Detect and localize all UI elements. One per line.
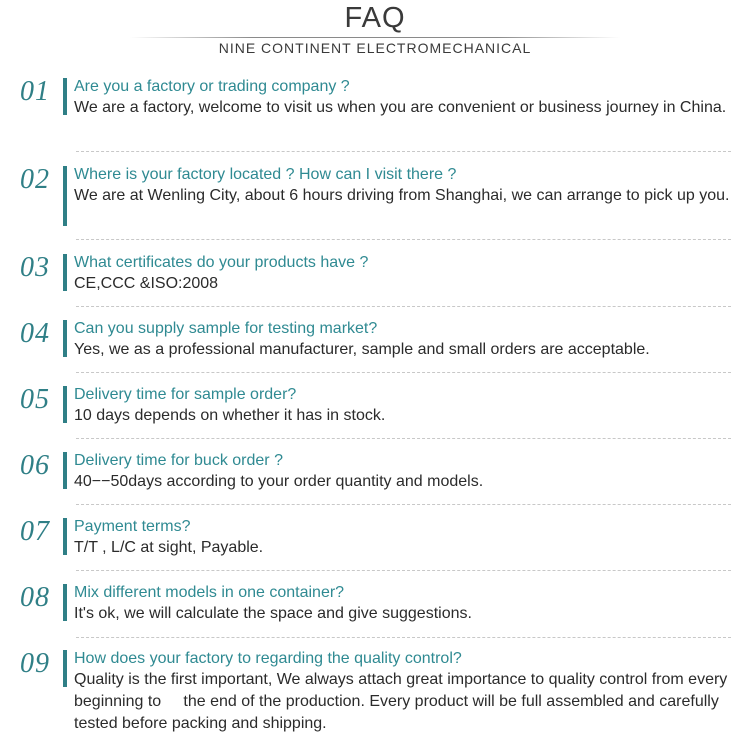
faq-answer: 10 days depends on whether it has in stock. (74, 407, 386, 424)
dashed-divider (76, 306, 731, 307)
faq-item (0, 318, 750, 364)
faq-number: 01 (20, 76, 50, 107)
faq-item (0, 76, 750, 146)
faq-question: Delivery time for buck order ? (74, 452, 283, 469)
faq-number: 07 (20, 516, 50, 547)
dashed-divider (76, 239, 731, 240)
accent-bar (63, 320, 67, 357)
faq-question: Delivery time for sample order? (74, 386, 297, 403)
company-name: NINE CONTINENT ELECTROMECHANICAL (218, 40, 532, 56)
accent-bar (63, 386, 67, 423)
faq-number: 05 (20, 384, 50, 415)
faq-item (0, 516, 750, 562)
accent-bar (63, 254, 67, 291)
faq-number: 03 (20, 252, 50, 283)
faq-number: 04 (20, 318, 50, 349)
faq-question: Are you a factory or trading company ? (74, 78, 350, 95)
faq-answer: 40−−50days according to your order quantity and models. (74, 473, 484, 490)
faq-question: What certificates do your products have ? (74, 254, 369, 271)
title-divider (130, 37, 620, 38)
accent-bar (63, 452, 67, 489)
accent-bar (63, 584, 67, 621)
faq-number: 02 (20, 164, 50, 195)
faq-answer: It's ok, we will calculate the space and give suggestions. (74, 605, 472, 622)
dashed-divider (76, 504, 731, 505)
accent-bar (63, 78, 67, 115)
faq-item (0, 384, 750, 430)
faq-number: 06 (20, 450, 50, 481)
dashed-divider (76, 570, 731, 571)
dashed-divider (76, 372, 731, 373)
faq-item (0, 648, 750, 738)
page-title: FAQ (344, 2, 406, 34)
faq-number: 08 (20, 582, 50, 613)
dashed-divider (76, 151, 731, 152)
faq-item (0, 164, 750, 234)
faq-question: Mix different models in one container? (74, 584, 345, 601)
faq-answer: We are a factory, welcome to visit us when you are convenient or business journey in China. (74, 99, 727, 116)
faq-answer: T/T , L/C at sight, Payable. (74, 539, 264, 556)
faq-answer: Quality is the first important, We always attach great importance to quality control from every beginning to the end of the production. Every product will be full assembled and carefully tested before packing and shipping. (74, 671, 732, 732)
faq-answer: CE,CCC &ISO:2008 (74, 275, 219, 292)
faq-number: 09 (20, 648, 50, 679)
accent-bar (63, 518, 67, 555)
faq-answer: Yes, we as a professional manufacturer, sample and small orders are acceptable. (74, 341, 650, 358)
dashed-divider (76, 438, 731, 439)
dashed-divider (76, 637, 731, 638)
faq-question: Where is your factory located ? How can I visit there ? (74, 166, 457, 183)
faq-header (0, 0, 750, 62)
faq-question: Payment terms? (74, 518, 191, 535)
faq-item (0, 252, 750, 298)
accent-bar (63, 166, 67, 226)
faq-answer: We are at Wenling City, about 6 hours driving from Shanghai, we can arrange to pick up you. (74, 187, 730, 204)
faq-question: Can you supply sample for testing market? (74, 320, 378, 337)
faq-item (0, 582, 750, 628)
accent-bar (63, 650, 67, 687)
faq-item (0, 450, 750, 496)
faq-question: How does your factory to regarding the quality control? (74, 650, 462, 667)
